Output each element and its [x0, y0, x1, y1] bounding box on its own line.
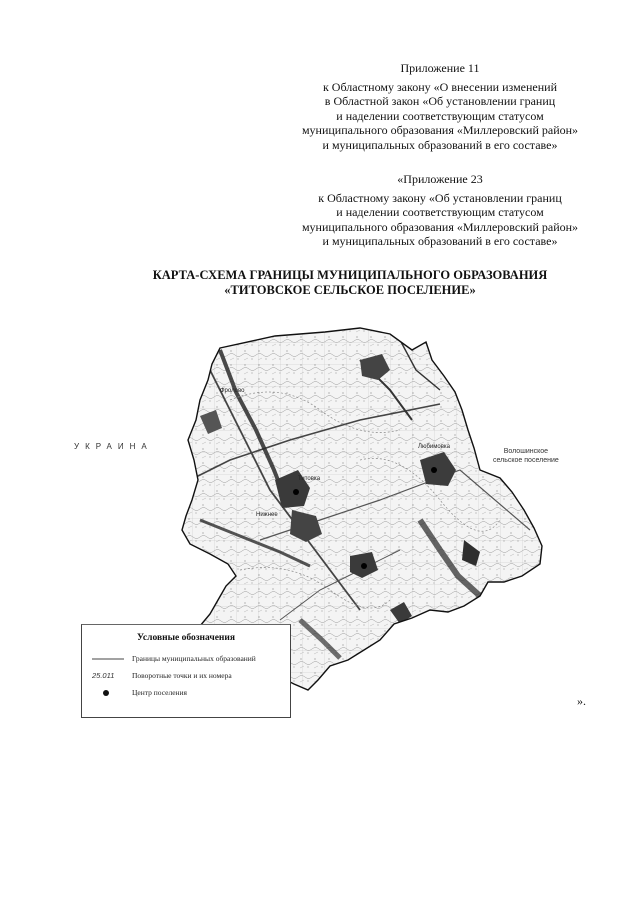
appendix-11-line: к Областному закону «О внесении изменений — [322, 79, 558, 94]
closing-quote: ». — [577, 694, 586, 708]
appendix-23-line: и муниципальных образований в его составе» — [322, 234, 558, 248]
appendix-11-line: и муниципальных образований в его составе» — [322, 137, 558, 152]
place-label: Титовка — [298, 476, 321, 482]
appendix-23-line: к Областному закону «Об установлении границ — [318, 190, 562, 205]
appendix-11-heading: Приложение 11 — [400, 61, 480, 75]
map-title-line-1: КАРТА-СХЕМА ГРАНИЦЫ МУНИЦИПАЛЬНОГО ОБРАЗОВАНИЯ — [152, 268, 548, 282]
appendix-11-line: в Областной закон «Об установлении границ — [324, 94, 556, 108]
legend-item-center — [92, 687, 287, 699]
place-label: Нижнее — [256, 512, 278, 518]
legend-title: Условные обозначения — [136, 633, 236, 643]
label-ukraine: УКРАИНА — [74, 442, 153, 451]
settlement-center-dot — [361, 563, 367, 569]
map-title-line-2: «ТИТОВСКОЕ СЕЛЬСКОЕ ПОСЕЛЕНИЕ» — [224, 283, 476, 297]
appendix-23-header — [290, 172, 590, 249]
appendix-23-line: и наделении соответствующим статусом — [336, 205, 544, 219]
legend-item-boundary — [92, 653, 287, 665]
appendix-11-line: и наделении соответствующим статусом — [336, 108, 544, 123]
appendix-23-heading: «Приложение 23 — [397, 172, 483, 186]
settlement-center-dot-icon — [92, 687, 124, 699]
legend-label: Границы муниципальных образований — [132, 654, 256, 663]
place-label: Любимовка — [418, 444, 450, 450]
turning-point-number-icon: 25.011 — [92, 671, 115, 680]
place-label: Фролово — [220, 388, 245, 394]
appendix-11-header — [290, 61, 590, 152]
appendix-11-line: муниципального образования «Миллеровский район» — [301, 123, 579, 137]
legend-label: Поворотные точки и их номера — [132, 671, 232, 680]
settlement-center-dot — [431, 467, 437, 473]
map-title — [100, 268, 600, 298]
map-legend — [81, 624, 291, 718]
boundary-line-icon — [92, 653, 124, 665]
appendix-23-line: муниципального образования «Миллеровский район» — [301, 219, 579, 234]
legend-item-turning-points — [92, 670, 287, 682]
label-neighbor-settlement — [493, 447, 559, 465]
legend-label: Центр поселения — [132, 688, 188, 697]
neighbor-line-1: Волошинское — [503, 448, 549, 455]
settlement-center-dot — [293, 489, 299, 495]
neighbor-line-2: сельское поселение — [493, 457, 559, 464]
